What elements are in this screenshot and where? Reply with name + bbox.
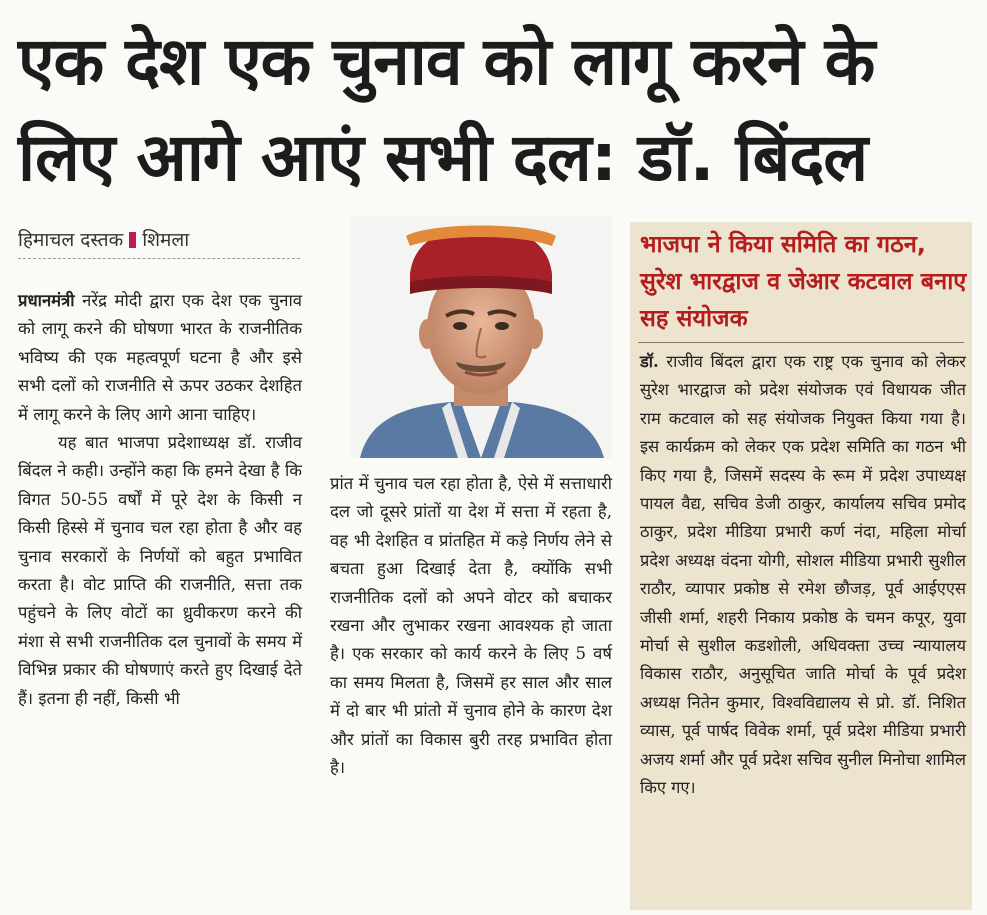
- article-paragraph-1: [18, 286, 302, 429]
- article-paragraph-1-text: नरेंद्र मोदी द्वारा एक देश एक चुनाव को लागू करने की घोषणा भारत के राजनीतिक भविष्य की एक महत्वपूर्ण घटना है और इसे सभी दलों को राजनीति से ऊपर उठकर देशहित में लागू करने के लिए आगे आना चाहिए।: [18, 291, 302, 424]
- headline: एक देश एक चुनाव को लागू करने के लिए आगे आएं सभी दल: डॉ. बिंदल: [18, 23, 875, 196]
- article-column-2: प्रांत में चुनाव चल रहा होता है, ऐसे में सत्ताधारी दल जो दूसरे प्रांतों या देश में सत्ता में रहता है, वह भी देशहित व प्रांतहित में कड़े निर्णय लेने से बचता हुआ दिखाई देता है, क्योंकि सभी राजनीतिक दलों को अपने वोटर को बचाकर रखना और लुभाकर रखना आवश्यक हो जाता है। एक सरकार को कार्य करने के लिए 5 वर्ष का समय मिलता है, जिसमें हर साल और साल में दो बार भी प्रांतो में चुनाव होने के कारण देश और प्रांतों का विकास बुरी तरह प्रभावित होता है।: [330, 474, 612, 778]
- sidebar-lead-word: डॉ.: [640, 352, 659, 371]
- article-lead-word: प्रधानमंत्री: [18, 290, 75, 310]
- leader-photo: [350, 216, 612, 458]
- byline-separator: [129, 232, 136, 248]
- portrait-image: [350, 216, 612, 458]
- article-paragraph-2: यह बात भाजपा प्रदेशाध्यक्ष डॉ. राजीव बिंदल ने कही। उन्होंने कहा कि हमने देखा है कि विगत 50-55 वर्षों में पूरे देश के किसी न किसी हिस्से में चुनाव चल रहा होता है और वह चुनाव सरकारों के निर्णयों को बहुत प्रभावित करता है। वोट प्राप्ति की राजनीति, सत्ता तक पहुंचने के लिए वोटों का ध्रुवीकरण करने की मंशा से सभी राजनीतिक दल चुनावों के समय में विभिन्न प्रकार की घोषणाएं करते हुए दिखाई देते हैं। इतना ही नहीं, किसी भी: [18, 433, 302, 708]
- sidebar-body-text: राजीव बिंदल द्वारा एक राष्ट्र एक चुनाव को लेकर सुरेश भारद्वाज को प्रदेश संयोजक एवं विधायक जीत राम कटवाल को सह संयोजक नियुक्त किया गया है। इस कार्यक्रम को लेकर एक प्रदेश समिति का गठन भी किए गया है, जिसमें सदस्य के रूम में प्रदेश उपाध्यक्ष पायल वैद्य, सचिव डेजी ठाकुर, कार्यालय सचिव प्रमोद ठाकुर, प्रदेश मीडिया प्रभारी कर्ण नंदा, महिला मोर्चा प्रदेश अध्यक्ष वंदना योगी, सोशल मीडिया प्रभारी सुशील राठौर, व्यापार प्रकोष्ठ से रमेश छौजड़, पूर्व आईएएस जीसी शर्मा, शहरी निकाय प्रकोष्ठ के चमन कपूर, युवा मोर्चा से सुशील कडशोली, अधिवक्ता उच्च न्यायालय विकास राठौर, अनुसूचित जाति मोर्चा के पूर्व प्रदेश अध्यक्ष नितेन कुमार, विश्वविद्यालय से प्रो. डॉ. निशित व्यास, पूर्व पार्षद विवेक शर्मा, पूर्व प्रदेश मीडिया प्रभारी अजय शर्मा और पूर्व प्रदेश सचिव सुनील मिनोचा शामिल किए गए।: [640, 352, 966, 798]
- publication-name: हिमाचल दस्तक: [18, 229, 124, 251]
- sidebar-divider: [638, 342, 964, 343]
- sidebar-box: [630, 222, 972, 910]
- sidebar-body: [640, 348, 966, 803]
- sidebar-headline: भाजपा ने किया समिति का गठन, सुरेश भारद्वाज व जेआर कटवाल बनाए सह संयोजक: [640, 230, 967, 332]
- dateline-location: शिमला: [142, 229, 190, 251]
- article-column-1: [18, 286, 302, 713]
- byline: [18, 226, 300, 259]
